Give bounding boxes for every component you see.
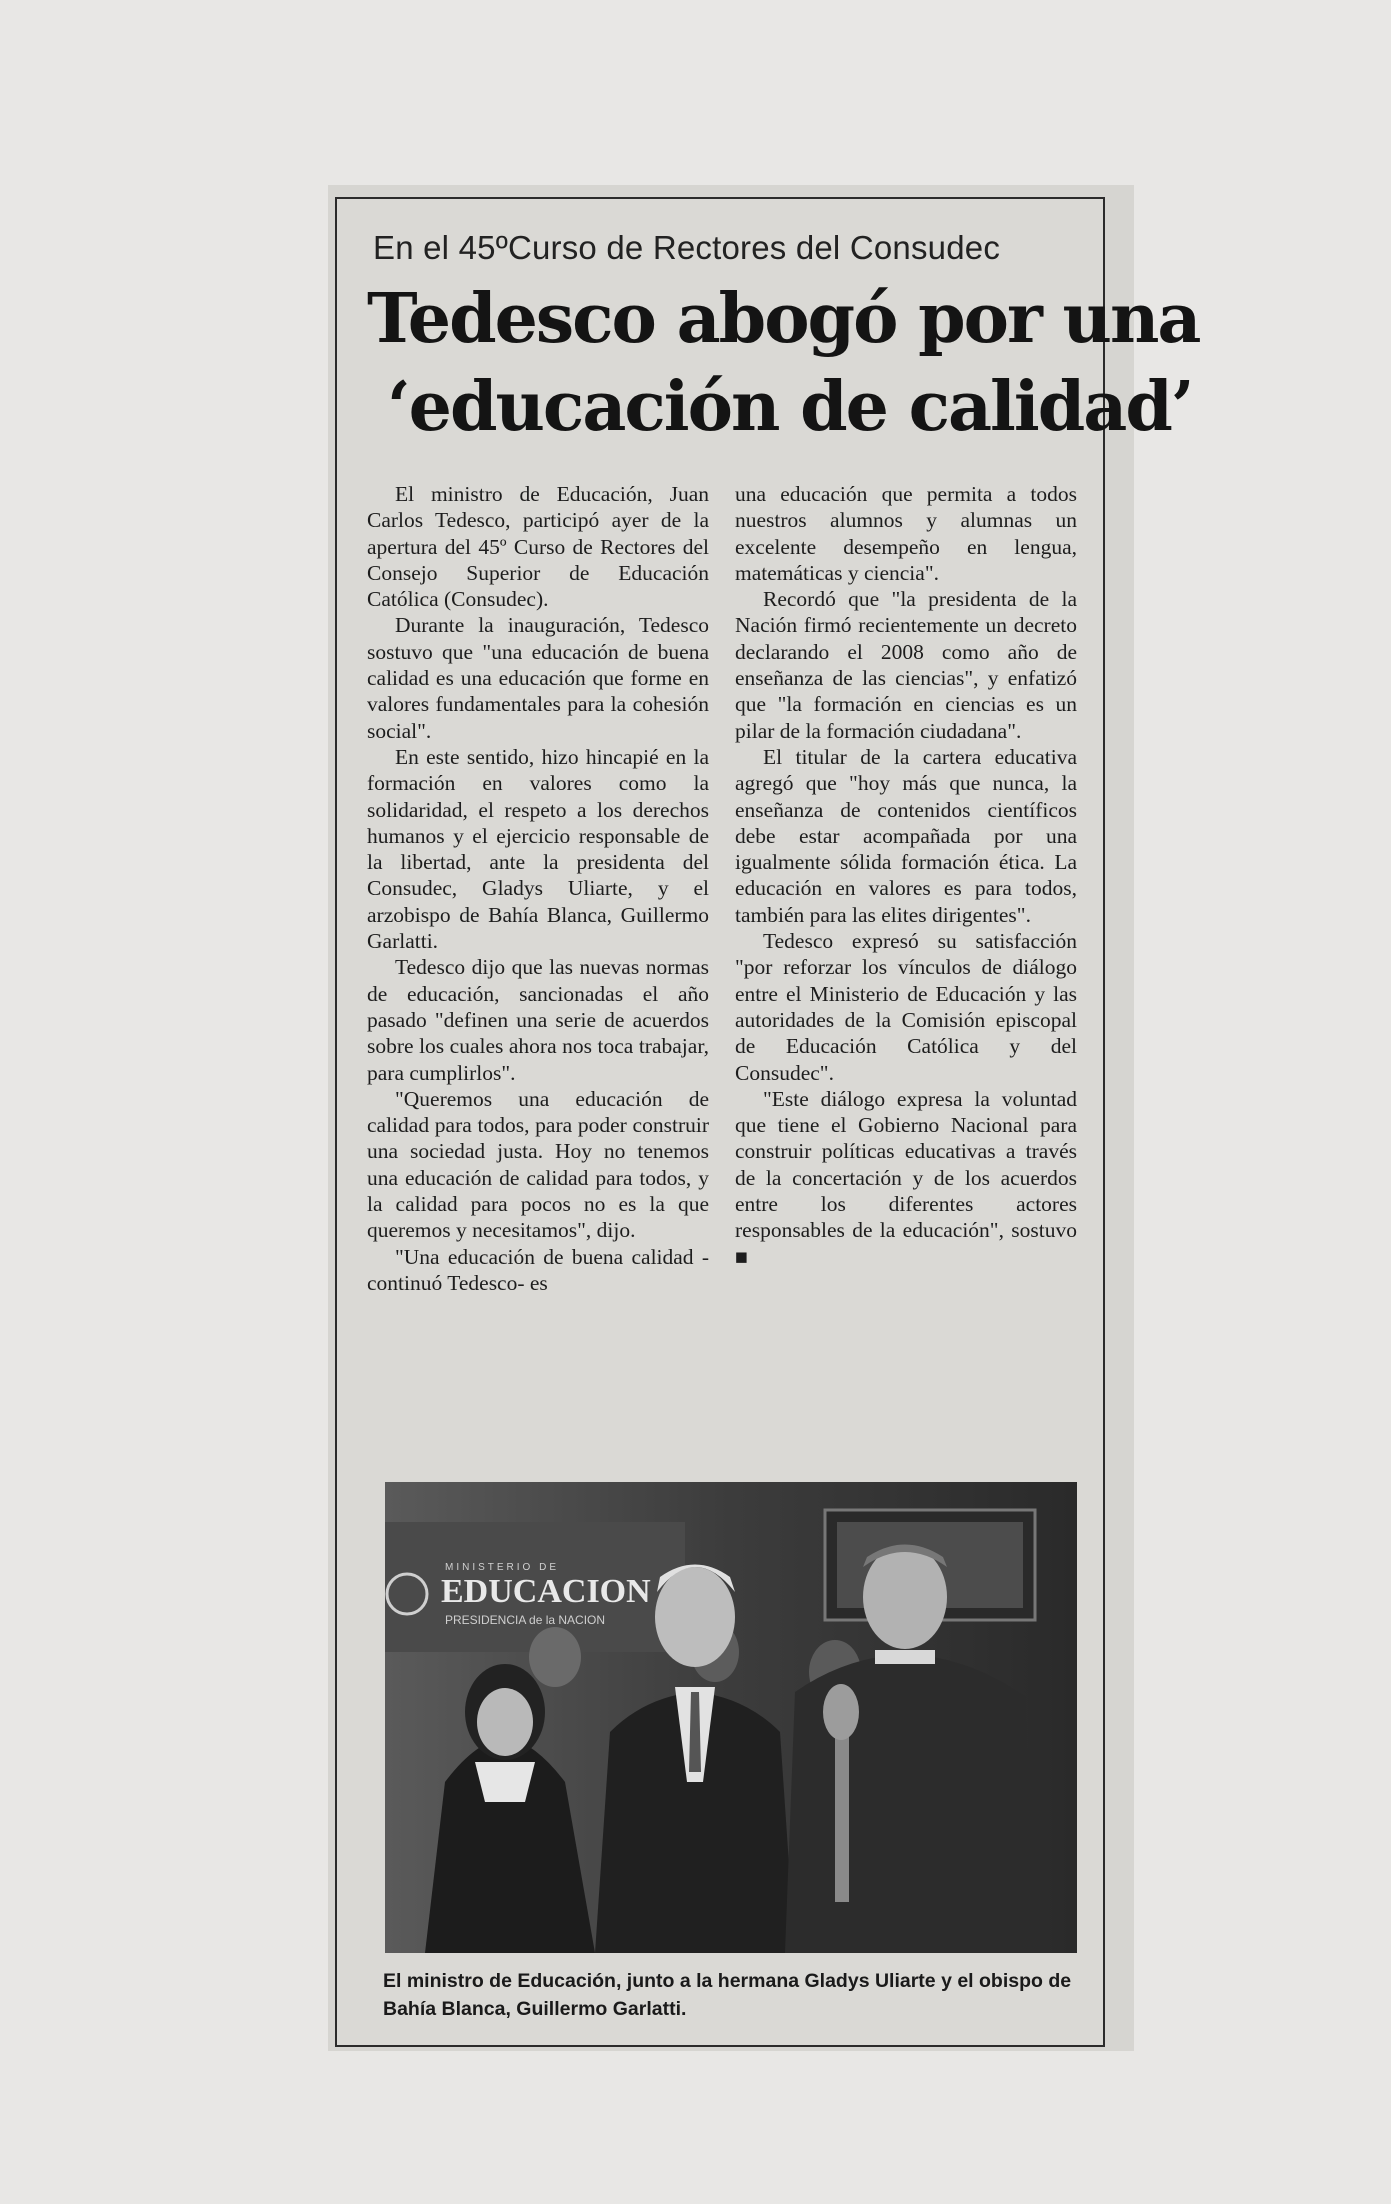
- paragraph: "Este diálogo expresa la voluntad que tiene el Gobierno Nacional para construir políticas educativas a través de la concertación y de los acuerdos entre los diferentes actores responsables de la educación", sostuvo ■: [735, 1086, 1077, 1269]
- paragraph: "Queremos una educación de calidad para todos, para poder construir una sociedad justa. Hoy no tenemos una educación de calidad para todos, y la calidad para pocos no es la que queremos y necesitamos", dijo.: [367, 1086, 709, 1243]
- right-column: [735, 481, 1077, 1270]
- headline-line-1: Tedesco abogó por una: [367, 279, 1200, 359]
- paragraph: "Una educación de buena calidad -continuó Tedesco- es: [367, 1244, 709, 1295]
- paragraph: Tedesco expresó su satisfacción "por reforzar los vínculos de diálogo entre el Ministerio de Educación y las autoridades de la Comisión episcopal de Educación Católica y del Consudec".: [735, 929, 1077, 1085]
- paragraph: El ministro de Educación, Juan Carlos Tedesco, participó ayer de la apertura del 45º Curso de Rectores del Consejo Superior de Educación Católica (Consudec).: [367, 482, 709, 612]
- headline-line-2: ‘educación de calidad’: [387, 367, 1193, 447]
- article-body: [367, 481, 1087, 1471]
- paragraph: Tedesco dijo que las nuevas normas de educación, sancionadas el año pasado "definen una serie de acuerdos sobre los cuales ahora nos toca trabajar, para cumplirlos".: [367, 955, 709, 1085]
- article-photo: [385, 1482, 1077, 1953]
- photo-illustration: [385, 1482, 1077, 1953]
- article-kicker: En el 45ºCurso de Rectores del Consudec: [373, 229, 1001, 266]
- paragraph: Recordó que "la presidenta de la Nación firmó recientemente un decreto declarando el 2008 como año de enseñanza de las ciencias", y enfatizó que "la formación en ciencias es un pilar de la formación ciudadana".: [735, 587, 1077, 743]
- paragraph: En este sentido, hizo hincapié en la formación en valores como la solidaridad, el respeto a los derechos humanos y el ejercicio responsable de la libertad, ante la presidenta del Consudec, Gladys Uliarte, y el arzobispo de Bahía Blanca, Guillermo Garlatti.: [367, 744, 709, 954]
- paragraph: una educación que permita a todos nuestros alumnos y alumnas un excelente desempeño en lengua, matemáticas y ciencia".: [735, 482, 1077, 585]
- article-headline: [367, 275, 1200, 451]
- photo-banner-small: MINISTERIO DE: [445, 1562, 560, 1573]
- photo-banner-sub: PRESIDENCIA de la NACION: [445, 1613, 606, 1627]
- paragraph: Durante la inauguración, Tedesco sostuvo que "una educación de buena calidad es una educación que forme en valores fundamentales para la cohesión social".: [367, 613, 709, 743]
- photo-caption: El ministro de Educación, junto a la hermana Gladys Uliarte y el obispo de Bahía Blanca, Guillermo Garlatti.: [383, 1970, 1072, 2020]
- paragraph: El titular de la cartera educativa agregó que "hoy más que nunca, la enseñanza de contenidos científicos debe estar acompañada por una igualmente sólida formación ética. La educación en valores es para todos, también para las elites dirigentes".: [735, 744, 1077, 927]
- left-column: [367, 481, 709, 1296]
- photo-banner-big: EDUCACION: [441, 1573, 651, 1610]
- article-frame: [335, 197, 1200, 2047]
